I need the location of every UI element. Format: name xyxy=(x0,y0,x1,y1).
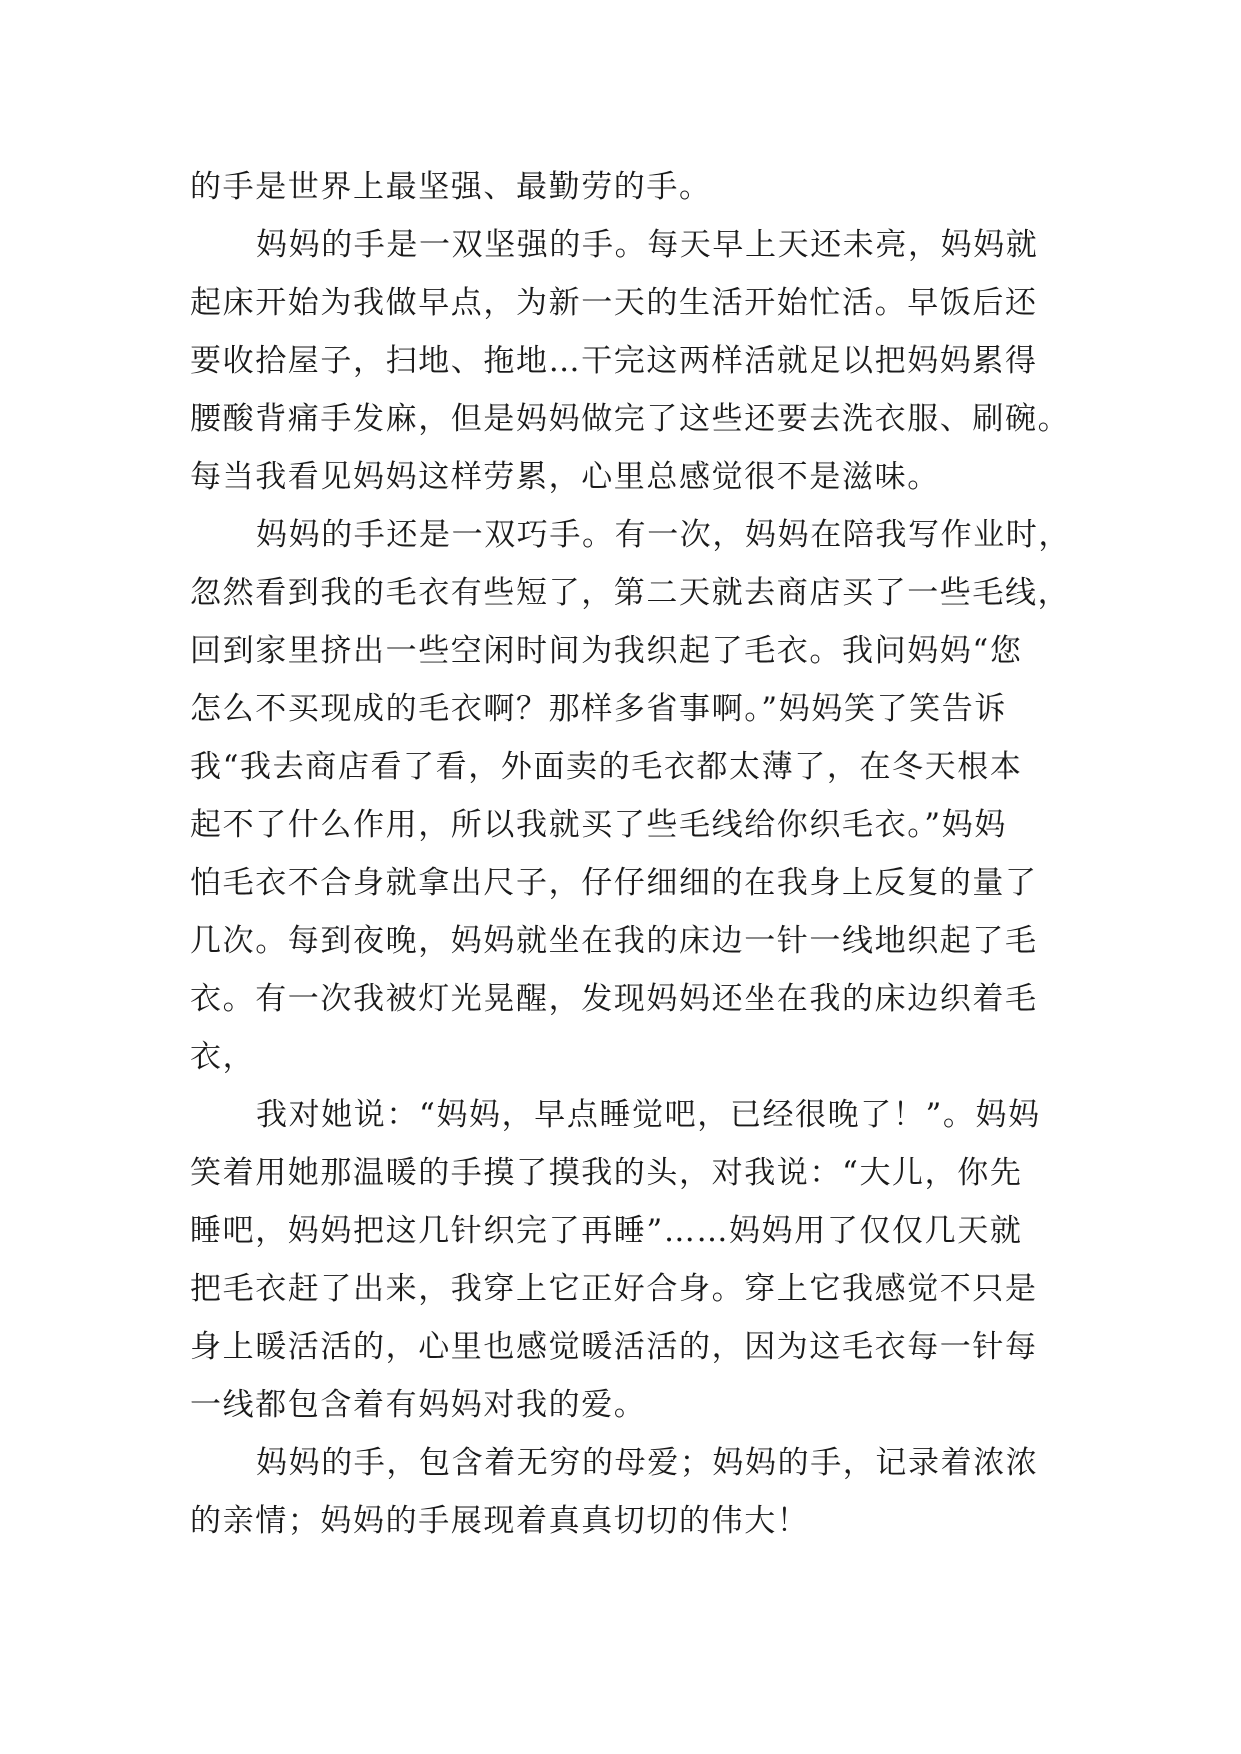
text-line: 的亲情；妈妈的手展现着真真切切的伟大！ xyxy=(190,1503,810,1539)
text-line: 妈妈的手，包含着无穷的母爱；妈妈的手，记录着浓浓 xyxy=(256,1445,1039,1481)
text-line: 我“我去商店看了看，外面卖的毛衣都太薄了，在冬天根本 xyxy=(190,749,1023,785)
text-line: 怎么不买现成的毛衣啊？那样多省事啊。”妈妈笑了笑告诉 xyxy=(190,691,1007,727)
text-line: 我对她说：“妈妈，早点睡觉吧，已经很晚了！”。妈妈 xyxy=(256,1097,1041,1133)
text-line: 把毛衣赶了出来，我穿上它正好合身。穿上它我感觉不只是 xyxy=(190,1271,1038,1307)
text-line: 回到家里挤出一些空闲时间为我织起了毛衣。我问妈妈“您 xyxy=(190,633,1023,669)
text-line: 笑着用她那温暖的手摸了摸我的头，对我说：“大儿，你先 xyxy=(190,1155,1023,1191)
text-line: 每当我看见妈妈这样劳累，心里总感觉很不是滋味。 xyxy=(190,459,940,495)
text-line: 衣。有一次我被灯光晃醒，发现妈妈还坐在我的床边织着毛 xyxy=(190,981,1038,1017)
text-line: 的手是世界上最坚强、最勤劳的手。 xyxy=(190,169,712,205)
text-line: 衣， xyxy=(190,1039,256,1075)
text-line: 妈妈的手是一双坚强的手。每天早上天还未亮，妈妈就 xyxy=(256,227,1039,263)
text-line: 起床开始为我做早点，为新一天的生活开始忙活。早饭后还 xyxy=(190,285,1038,321)
text-line: 怕毛衣不合身就拿出尺子，仔仔细细的在我身上反复的量了 xyxy=(190,865,1038,901)
text-line: 要收拾屋子，扫地、拖地…干完这两样活就足以把妈妈累得 xyxy=(190,343,1038,379)
text-line: 睡吧，妈妈把这几针织完了再睡”……妈妈用了仅仅几天就 xyxy=(190,1213,1023,1249)
text-line: 身上暖活活的，心里也感觉暖活活的，因为这毛衣每一针每 xyxy=(190,1329,1038,1365)
text-line: 几次。每到夜晚，妈妈就坐在我的床边一针一线地织起了毛 xyxy=(190,923,1038,959)
text-line: 妈妈的手还是一双巧手。有一次，妈妈在陪我写作业时， xyxy=(256,517,1071,553)
text-line: 腰酸背痛手发麻，但是妈妈做完了这些还要去洗衣服、刷碗。 xyxy=(190,401,1071,437)
text-line: 一线都包含着有妈妈对我的爱。 xyxy=(190,1387,647,1423)
text-line: 忽然看到我的毛衣有些短了，第二天就去商店买了一些毛线， xyxy=(190,575,1071,611)
text-line: 起不了什么作用，所以我就买了些毛线给你织毛衣。”妈妈 xyxy=(190,807,1007,843)
document-body xyxy=(190,158,1071,1550)
